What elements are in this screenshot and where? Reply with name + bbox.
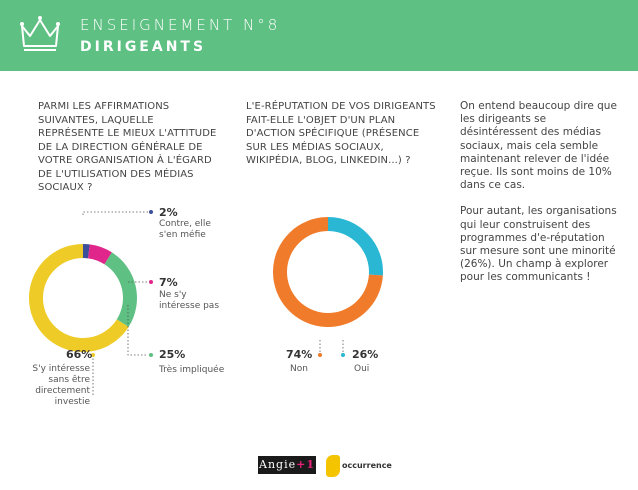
leader-line-contre	[83, 212, 148, 215]
leader-dot-non	[318, 353, 322, 357]
legend-label-non: Non	[290, 364, 308, 374]
donut-slice-oui	[328, 217, 383, 275]
legend-label-tres: Très impliquée	[159, 365, 225, 375]
data-label-tres: 25%	[159, 348, 186, 361]
commentary-paragraph-2: Pour autant, les organisations qui leur construisent des programmes d'e-réputation sur mesure sont une minorité (26%). Un champ à explorer pour les communicants !	[460, 205, 617, 284]
legend-label-oui: Oui	[354, 364, 370, 374]
section-title: ENSEIGNEMENT N°8	[80, 16, 281, 34]
question-2: L'E-RÉPUTATION DE VOS DIRIGEANTS FAIT-ELLE L'OBJET D'UN PLAN D'ACTION SPÉCIFIQUE (PRÉSENCE SUR LES MÉDIAS SOCIAUX, WIKIPÉDIA, BLOG, LINKEDIN...) ?	[246, 101, 436, 166]
angie-logo: Angie+1	[258, 456, 316, 474]
donut-slice-tres	[104, 252, 137, 327]
data-label-sans: 66%	[66, 348, 93, 361]
section-subtitle: DIRIGEANTS	[80, 39, 207, 55]
leader-dot-tres	[149, 353, 153, 357]
occurrence-mark-icon	[326, 455, 340, 477]
data-label-oui: 26%	[352, 348, 379, 361]
donut-chart-ereputation	[273, 217, 383, 327]
data-label-non: 74%	[286, 348, 313, 361]
leader-dot-contre	[149, 210, 153, 214]
commentary-paragraph-1: On entend beaucoup dire que les dirigeants se désintéressent des médias sociaux, mais cela semble maintenant relever de l'idée reçue. Ils sont moins de 10% dans ce cas.	[460, 100, 617, 192]
leader-dot-oui	[341, 353, 345, 357]
legend-label-sans: S'y intéresse sans être directement investie	[32, 364, 90, 407]
data-label-contre: 2%	[159, 206, 178, 219]
legend-label-contre: Contre, elle s'en méfie	[159, 219, 211, 240]
question-1: PARMI LES AFFIRMATIONS SUIVANTES, LAQUELLE REPRÉSENTE LE MIEUX L'ATTITUDE DE LA DIRECTION GÉNÉRALE DE VOTRE ORGANISATION À L'ÉGARD DE L'UTILISATION DES MÉDIAS SOCIAUX ?	[38, 101, 217, 193]
legend-label-neint: Ne s'y intéresse pas	[159, 290, 220, 311]
occurrence-logo: occurrence	[326, 455, 386, 477]
donut-chart-attitude	[29, 244, 137, 352]
data-label-neint: 7%	[159, 276, 178, 289]
leader-dot-neint	[149, 280, 153, 284]
